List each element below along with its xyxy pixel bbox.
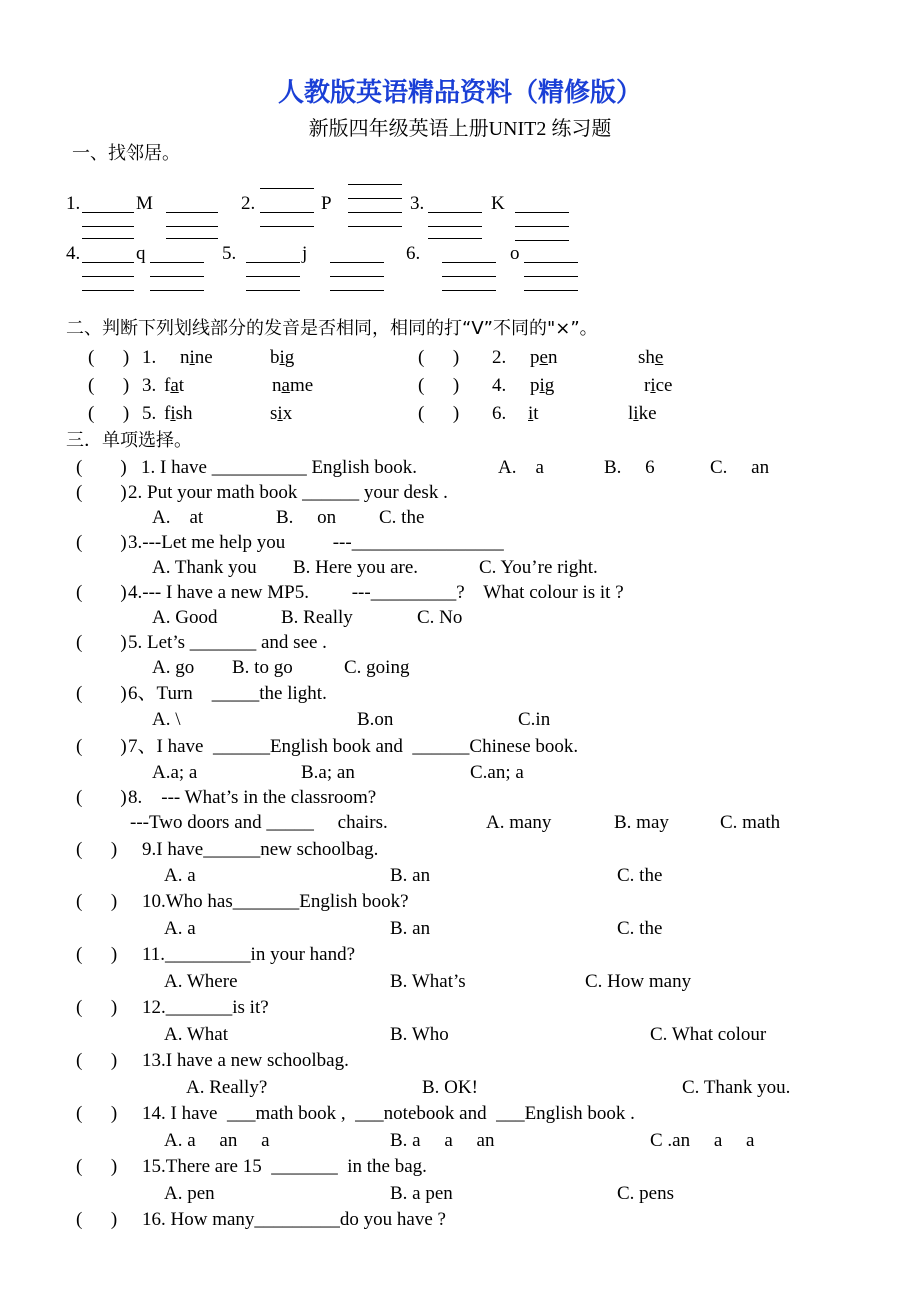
option-a: A. a an a: [164, 1130, 270, 1151]
option-a: A. Where: [164, 971, 238, 992]
option-a: A. Thank you: [152, 557, 257, 578]
answer-parentheses[interactable]: ( ): [76, 839, 118, 860]
question-text: ---Two doors and _____ chairs.: [130, 812, 388, 833]
item-number: 6.: [492, 403, 507, 424]
answer-blank: [246, 262, 300, 263]
section3-heading: 三．单项选择。: [66, 430, 192, 451]
letter-prompt: P: [321, 193, 332, 214]
answer-parentheses[interactable]: ( ): [76, 787, 127, 808]
option-a: A. Good: [152, 607, 218, 628]
option-a: A. at: [152, 507, 204, 528]
answer-blank: [442, 290, 496, 291]
answer-blank: [330, 290, 384, 291]
option-b: B. an: [390, 918, 431, 939]
answer-parentheses[interactable]: ( ): [88, 347, 130, 368]
answer-parentheses[interactable]: ( ): [88, 403, 130, 424]
answer-blank: [524, 276, 578, 277]
answer-blank: [166, 212, 218, 213]
answer-blank: [348, 226, 402, 227]
answer-parentheses[interactable]: ( ): [76, 457, 127, 478]
option-b: B. 6: [604, 457, 655, 478]
option-a: A. What: [164, 1024, 229, 1045]
option-c: C. going: [344, 657, 410, 678]
answer-blank: [515, 226, 569, 227]
answer-blank: [442, 276, 496, 277]
word: like: [628, 403, 657, 424]
section2-heading: 二、判断下列划线部分的发音是否相同，相同的打“V”不同的"×”。: [66, 318, 598, 339]
item-number: 3.: [142, 375, 157, 396]
word: big: [270, 347, 295, 368]
option-c: C. the: [379, 507, 425, 528]
answer-parentheses[interactable]: ( ): [76, 482, 127, 503]
word: fish: [164, 403, 193, 424]
option-c: C. math: [720, 812, 781, 833]
answer-blank: [150, 290, 204, 291]
answer-blank: [82, 290, 134, 291]
option-a: A. pen: [164, 1183, 215, 1204]
question-text: 2. Put your math book ______ your desk .: [128, 482, 448, 503]
question-text: 4.--- I have a new MP5. ---_________? What colour is it ?: [128, 582, 624, 603]
answer-parentheses[interactable]: ( ): [76, 1209, 118, 1230]
answer-parentheses[interactable]: ( ): [76, 944, 118, 965]
option-a: A. many: [486, 812, 552, 833]
option-a: A. a: [164, 865, 196, 886]
answer-parentheses[interactable]: ( ): [76, 1156, 118, 1177]
option-c: C. pens: [617, 1183, 674, 1204]
question-text: 6、Turn _____the light.: [128, 683, 327, 704]
letter-prompt: K: [491, 193, 505, 214]
answer-blank: [515, 212, 569, 213]
question-text: 5. Let’s _______ and see .: [128, 632, 327, 653]
answer-blank: [166, 226, 218, 227]
item-number: 2.: [492, 347, 507, 368]
word: pen: [530, 347, 558, 368]
answer-parentheses[interactable]: ( ): [76, 1103, 118, 1124]
question-text: 11._________in your hand?: [142, 944, 356, 965]
option-b: B. Here you are.: [293, 557, 419, 578]
answer-parentheses[interactable]: ( ): [76, 632, 127, 653]
option-a: A. a: [164, 918, 196, 939]
answer-blank: [150, 262, 204, 263]
question-text: 8. --- What’s in the classroom?: [128, 787, 377, 808]
answer-blank: [348, 198, 402, 199]
option-c: C. an: [710, 457, 770, 478]
answer-blank: [82, 238, 134, 239]
answer-blank: [348, 184, 402, 185]
answer-parentheses[interactable]: ( ): [418, 403, 460, 424]
item-number: 4.: [492, 375, 507, 396]
answer-blank: [246, 290, 300, 291]
answer-blank: [150, 276, 204, 277]
item-number: 4.: [66, 243, 81, 264]
option-b: B. may: [614, 812, 669, 833]
item-number: 6.: [406, 243, 421, 264]
option-b: B. to go: [232, 657, 293, 678]
letter-prompt: q: [136, 243, 146, 264]
option-b: B. a a an: [390, 1130, 495, 1151]
question-text: 14. I have ___math book , ___notebook and ___English book .: [142, 1103, 635, 1124]
item-number: 2.: [241, 193, 256, 214]
answer-blank: [348, 212, 402, 213]
page-title: 人教版英语精品资料（精修版）: [277, 78, 642, 108]
answer-blank: [330, 276, 384, 277]
question-text: 10.Who has_______English book?: [142, 891, 409, 912]
option-c: C.an; a: [470, 762, 524, 783]
answer-parentheses[interactable]: ( ): [418, 347, 460, 368]
word: nine: [180, 347, 213, 368]
section1-heading: 一、找邻居。: [72, 143, 180, 164]
option-a: A. a: [498, 457, 544, 478]
option-c: C. the: [617, 918, 663, 939]
answer-blank: [82, 262, 134, 263]
answer-blank: [246, 276, 300, 277]
item-number: 1.: [66, 193, 81, 214]
question-text: 12._______is it?: [142, 997, 269, 1018]
word: she: [638, 347, 664, 368]
item-number: 5.: [222, 243, 237, 264]
word: it: [528, 403, 539, 424]
word: rice: [644, 375, 673, 396]
answer-blank: [82, 226, 134, 227]
letter-prompt: j: [302, 243, 308, 264]
option-c: C. What colour: [650, 1024, 767, 1045]
question-text: 16. How many_________do you have ?: [142, 1209, 446, 1230]
page-subtitle: 新版四年级英语上册UNIT2 练习题: [308, 118, 612, 140]
word: six: [270, 403, 293, 424]
question-text: 9.I have______new schoolbag.: [142, 839, 379, 860]
answer-blank: [428, 238, 482, 239]
answer-blank: [428, 226, 482, 227]
letter-prompt: M: [136, 193, 153, 214]
answer-parentheses[interactable]: ( ): [76, 891, 118, 912]
answer-parentheses[interactable]: ( ): [418, 375, 460, 396]
option-b: B. Really: [281, 607, 353, 628]
answer-blank: [166, 238, 218, 239]
option-c: C. No: [417, 607, 463, 628]
option-b: B. a pen: [390, 1183, 453, 1204]
answer-parentheses[interactable]: ( ): [76, 683, 127, 704]
letter-prompt: o: [510, 243, 520, 264]
option-a: A. go: [152, 657, 195, 678]
answer-parentheses[interactable]: ( ): [76, 582, 127, 603]
answer-blank: [515, 240, 569, 241]
answer-parentheses[interactable]: ( ): [76, 997, 118, 1018]
option-b: B. OK!: [422, 1077, 478, 1098]
option-c: C. You’re right.: [479, 557, 598, 578]
answer-parentheses[interactable]: ( ): [88, 375, 130, 396]
question-text: 1. I have __________ English book.: [141, 457, 418, 478]
item-number: 1.: [142, 347, 157, 368]
question-text: 13.I have a new schoolbag.: [142, 1050, 349, 1071]
item-number: 3.: [410, 193, 425, 214]
option-b: B.on: [357, 709, 394, 730]
answer-blank: [260, 188, 314, 189]
answer-parentheses[interactable]: ( ): [76, 532, 127, 553]
option-b: B.a; an: [301, 762, 355, 783]
word: fat: [164, 375, 185, 396]
item-number: 5.: [142, 403, 157, 424]
word: name: [272, 375, 314, 396]
option-c: C. How many: [585, 971, 692, 992]
option-c: C .an a a: [650, 1130, 755, 1151]
option-a: A. \: [152, 709, 181, 730]
question-text: 15.There are 15 _______ in the bag.: [142, 1156, 427, 1177]
option-b: B. on: [276, 507, 337, 528]
word: pig: [530, 375, 555, 396]
option-c: C. the: [617, 865, 663, 886]
answer-blank: [260, 212, 314, 213]
option-b: B. What’s: [390, 971, 466, 992]
answer-blank: [428, 212, 482, 213]
option-c: C. Thank you.: [682, 1077, 791, 1098]
answer-parentheses[interactable]: ( ): [76, 736, 127, 757]
question-text: 7、I have ______English book and ______Chinese book.: [128, 736, 579, 757]
question-text: 3.---Let me help you ---________________: [128, 532, 504, 553]
answer-blank: [330, 262, 384, 263]
option-c: C.in: [518, 709, 551, 730]
answer-blank: [524, 290, 578, 291]
answer-parentheses[interactable]: ( ): [76, 1050, 118, 1071]
option-a: A.a; a: [152, 762, 198, 783]
answer-blank: [260, 226, 314, 227]
answer-blank: [82, 276, 134, 277]
answer-blank: [82, 212, 134, 213]
option-b: B. an: [390, 865, 431, 886]
answer-blank: [524, 262, 578, 263]
option-a: A. Really?: [186, 1077, 268, 1098]
answer-blank: [442, 262, 496, 263]
option-b: B. Who: [390, 1024, 449, 1045]
